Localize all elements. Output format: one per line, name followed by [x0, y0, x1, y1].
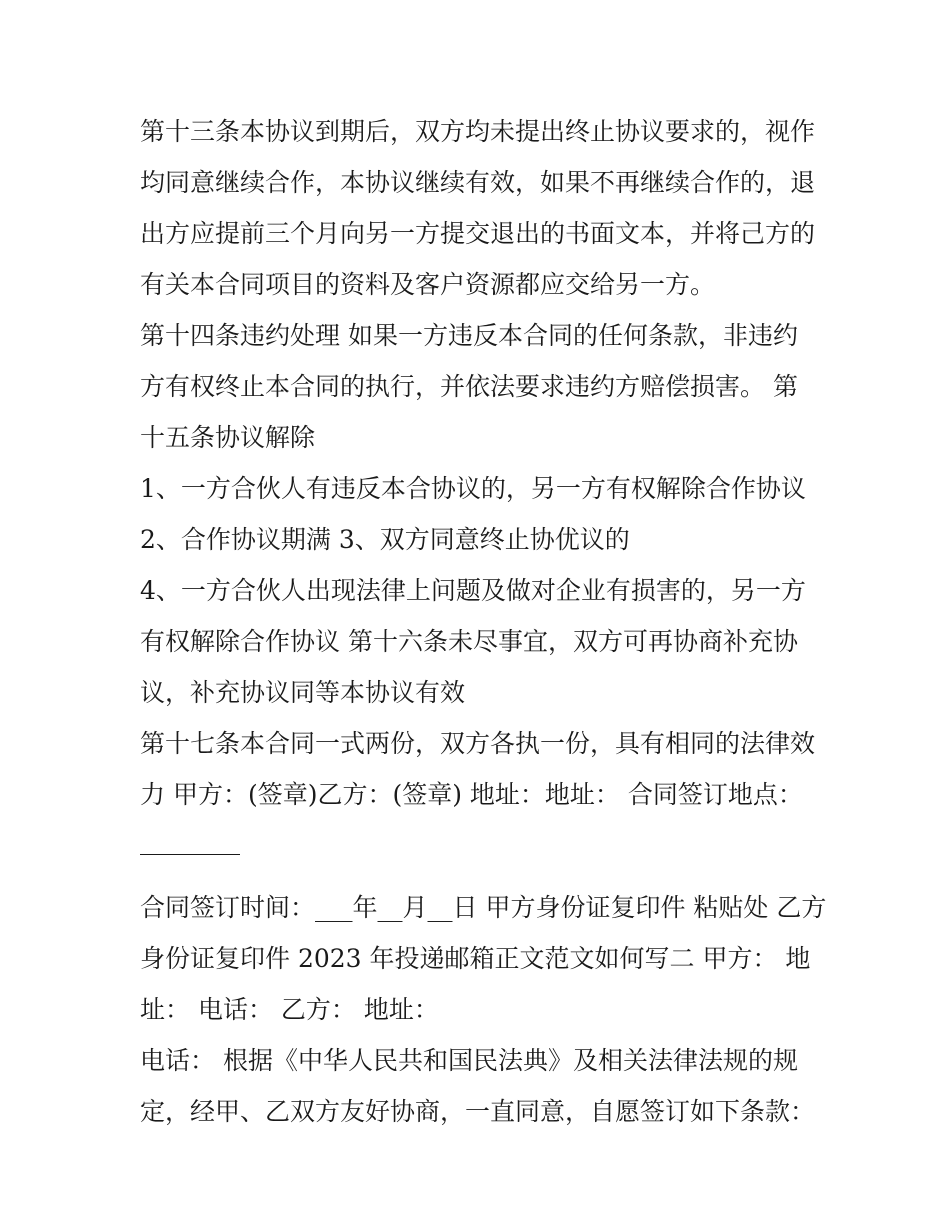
text-line: 议，补充协议同等本协议有效 — [140, 678, 466, 707]
text-line: 第十四条违约处理 如果一方违反本合同的任何条款，非违约 — [140, 321, 798, 350]
text-line: 身份证复印件 2023 年投递邮箱正文范文如何写二 甲方： 地 — [140, 944, 811, 973]
document-body — [140, 106, 827, 1137]
text-line: 均同意继续合作，本协议继续有效，如果不再继续合作的，退 — [140, 168, 816, 197]
blank-underline — [140, 854, 240, 855]
text-line: 有权解除合作协议 第十六条未尽事宜，双方可再协商补充协 — [140, 627, 798, 656]
text-line: 第十三条本协议到期后，双方均未提出终止协议要求的，视作 — [140, 117, 816, 146]
text-line: 定，经甲、乙双方友好协商，一直同意，自愿签订如下条款： — [140, 1097, 816, 1126]
text-line: 有关本合同项目的资料及客户资源都应交给另一方。 — [140, 270, 716, 299]
text-line: 十五条协议解除 — [140, 423, 316, 452]
signing-place-blank — [140, 820, 820, 882]
text-line: 方有权终止本合同的执行，并依法要求违约方赔偿损害。 第 — [140, 372, 798, 401]
text-line: 2、合作协议期满 3、双方同意终止协优议的 — [140, 525, 630, 554]
text-line: 址： 电话： 乙方： 地址： — [140, 995, 439, 1024]
text-line: 力 甲方：(签章)乙方：(签章) 地址：地址： 合同签订地点： — [140, 780, 803, 809]
text-line: 4、一方合伙人出现法律上问题及做对企业有损害的，另一方 — [140, 576, 806, 605]
text-line: 电话： 根据《中华人民共和国民法典》及相关法律法规的规 — [140, 1046, 798, 1075]
text-line: 合同签订时间：___年__月__日 甲方身份证复印件 粘贴处 乙方 — [140, 893, 827, 922]
text-line: 第十七条本合同一式两份，双方各执一份，具有相同的法律效 — [140, 729, 816, 758]
text-line: 出方应提前三个月向另一方提交退出的书面文本，并将己方的 — [140, 219, 816, 248]
text-line: 1、一方合伙人有违反本合协议的，另一方有权解除合作协议 — [140, 474, 806, 503]
